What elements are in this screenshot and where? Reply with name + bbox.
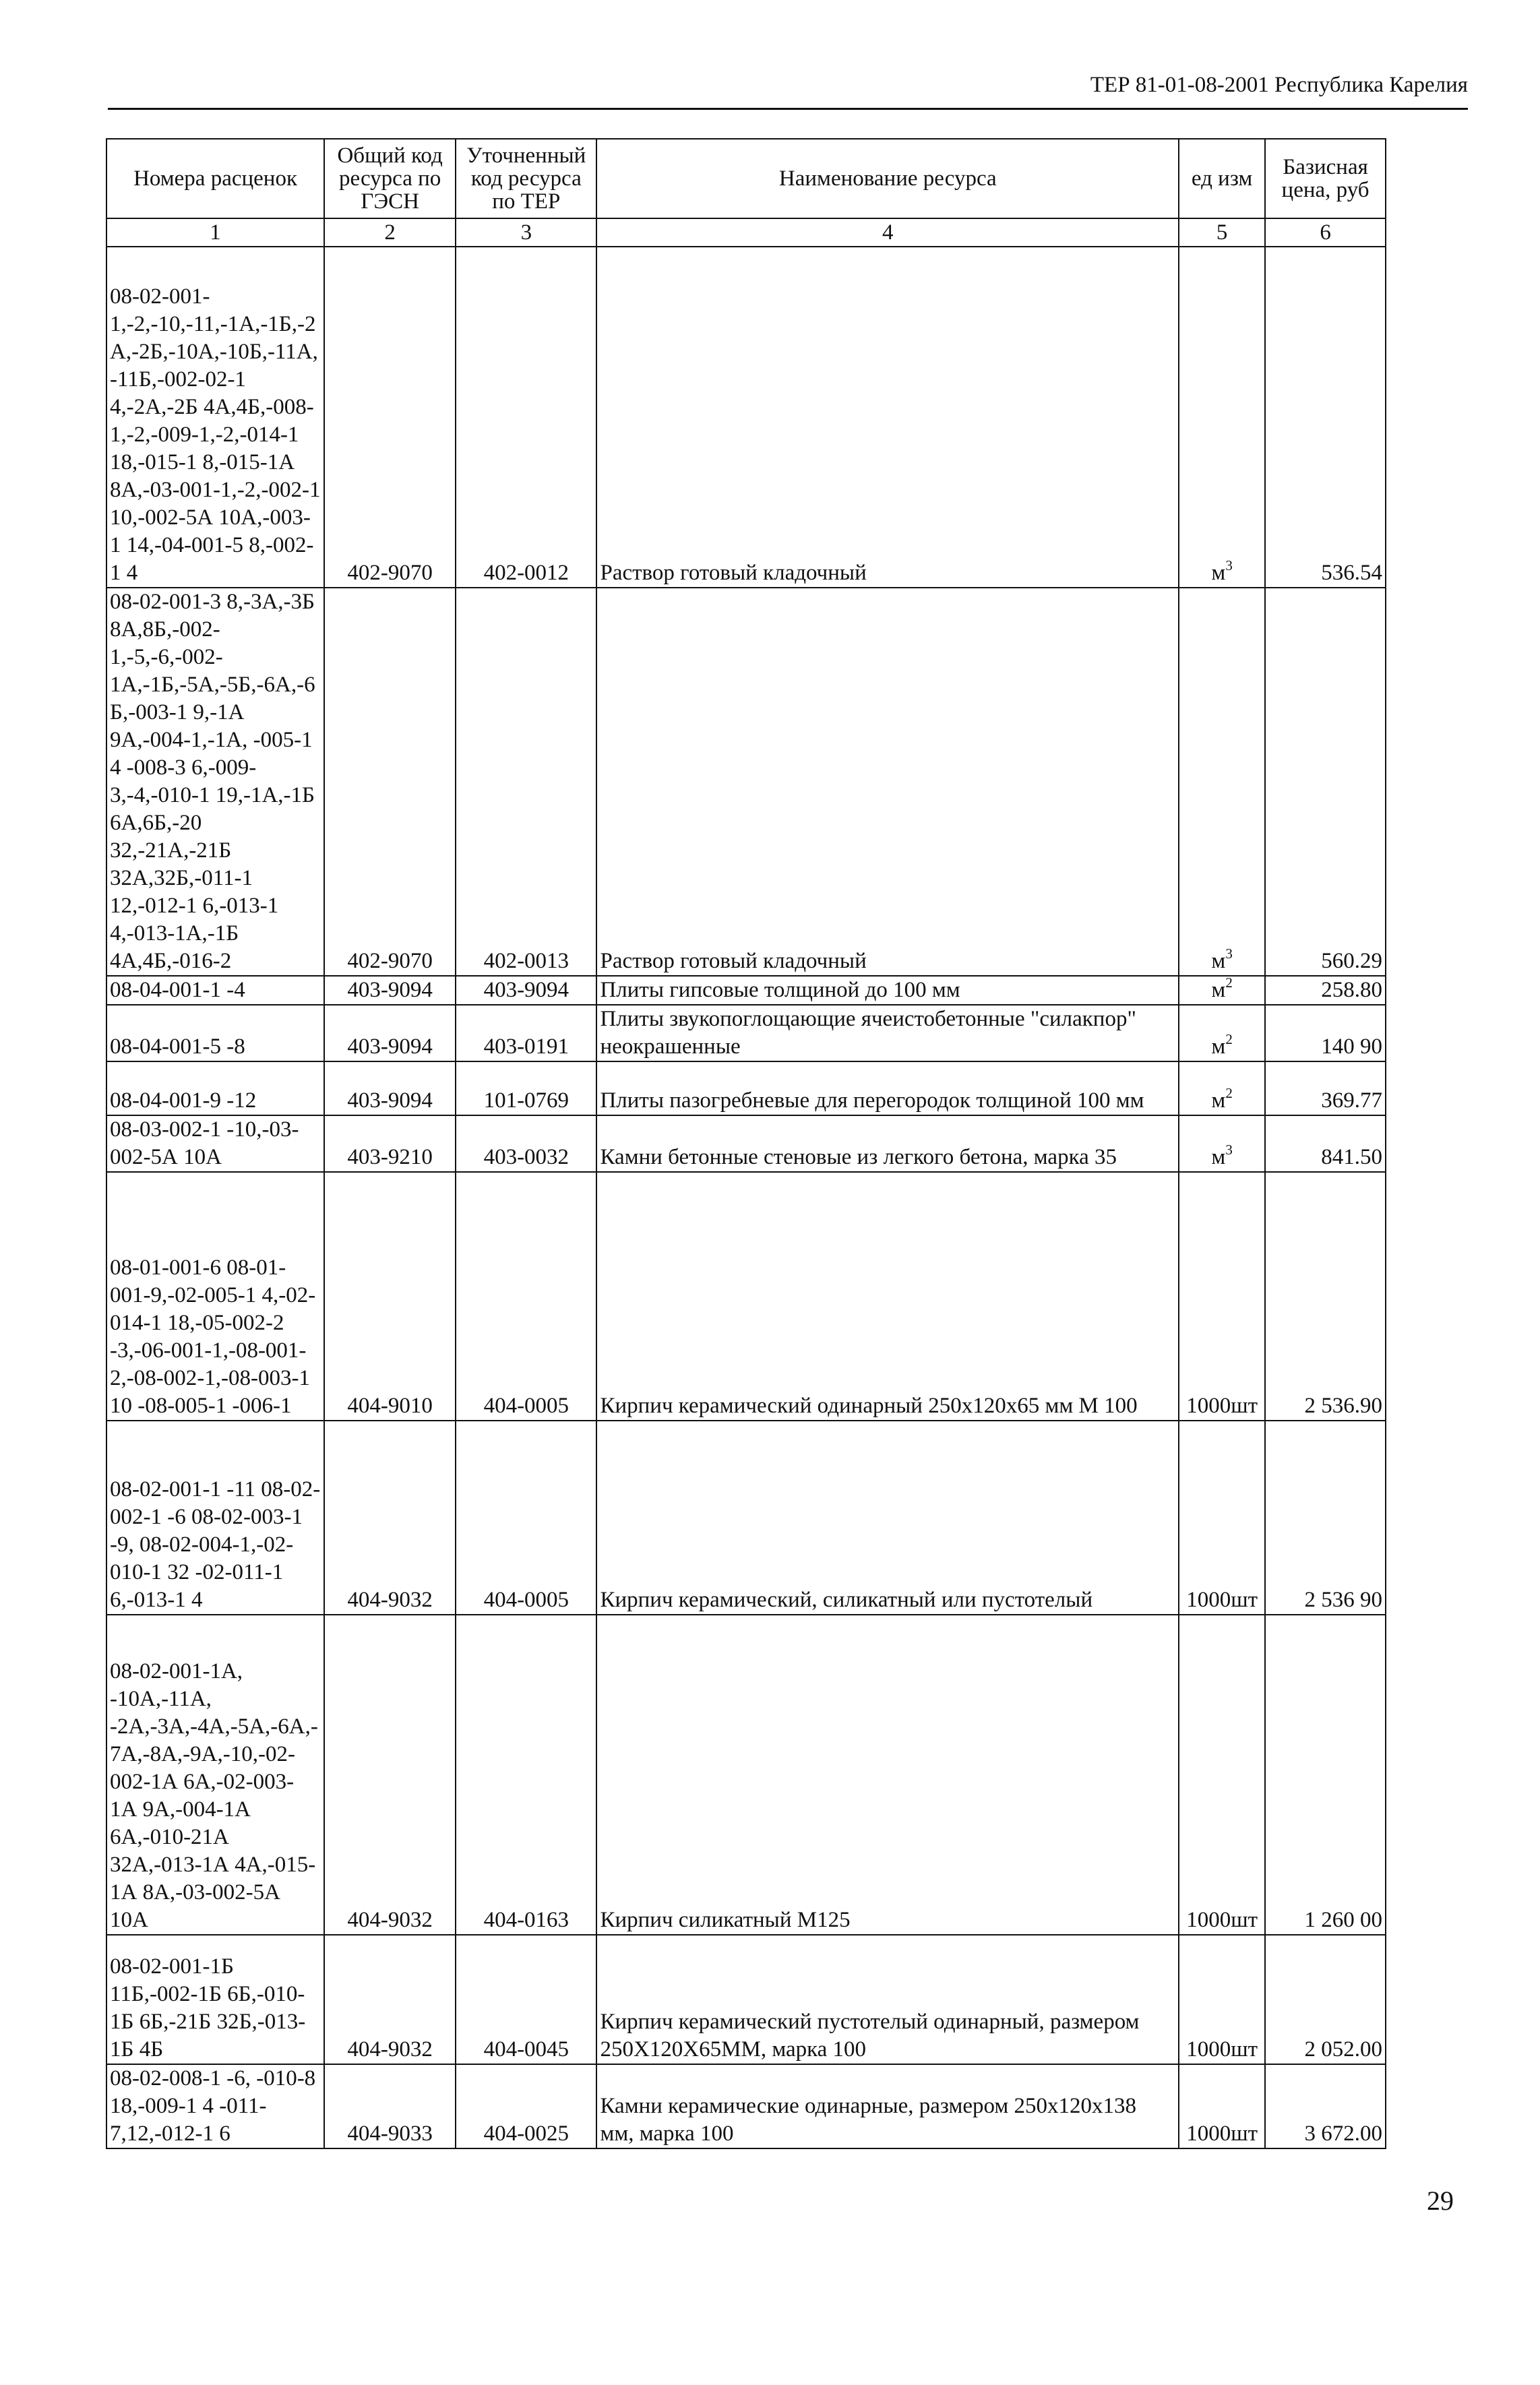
column-number-row	[106, 218, 1386, 247]
price-cell: 2 536 90	[1265, 1421, 1386, 1615]
resource-table	[106, 138, 1386, 2149]
table-row	[106, 1935, 1386, 2064]
price-cell: 140 90	[1265, 1005, 1386, 1061]
rate-codes-cell: 08-02-008-1 -6, -010-8 18,-009-1 4 -011-7,12,-012-1 6	[106, 2064, 324, 2148]
table-row	[106, 976, 1386, 1005]
rate-codes-cell: 08-02-001-1Б 11Б,-002-1Б 6Б,-010-1Б 6Б,-21Б 32Б,-013-1Б 4Б	[106, 1935, 324, 2064]
col-number: 2	[324, 218, 456, 247]
unit-exponent: 2	[1225, 1085, 1233, 1101]
price-cell: 258.80	[1265, 976, 1386, 1005]
unit-cell	[1179, 247, 1265, 588]
table-row	[106, 247, 1386, 588]
unit-text: м	[1211, 1145, 1226, 1169]
table-body	[106, 247, 1386, 2148]
unit-cell	[1179, 976, 1265, 1005]
resource-name-cell: Кирпич керамический одинарный 250х120х65 мм М 100	[596, 1172, 1179, 1421]
gesn-code-cell: 404-9032	[324, 1935, 456, 2064]
col-number: 4	[596, 218, 1179, 247]
rate-codes-cell: 08-01-001-6 08-01-001-9,-02-005-1 4,-02-014-1 18,-05-002-2 -3,-06-001-1,-08-001-2,-08-002-1,-08-003-1 10 -08-005-1 -006-1	[106, 1172, 324, 1421]
rate-codes-cell: 08-03-002-1 -10,-03-002-5А 10А	[106, 1115, 324, 1172]
ter-code-cell: 404-0025	[456, 2064, 596, 2148]
gesn-code-cell: 403-9094	[324, 1061, 456, 1115]
price-cell: 1 260 00	[1265, 1615, 1386, 1935]
gesn-code-cell: 404-9010	[324, 1172, 456, 1421]
gesn-code-cell: 402-9070	[324, 247, 456, 588]
ter-code-cell: 404-0005	[456, 1421, 596, 1615]
unit-text: 1000шт	[1186, 1908, 1258, 1932]
ter-code-cell: 402-0012	[456, 247, 596, 588]
unit-exponent: 3	[1225, 946, 1233, 962]
resource-name-cell: Плиты звукопоглощающие ячеистобетонные "силакпор" неокрашенные	[596, 1005, 1179, 1061]
table-row	[106, 1421, 1386, 1615]
resource-name-cell: Раствор готовый кладочный	[596, 247, 1179, 588]
price-cell: 841.50	[1265, 1115, 1386, 1172]
unit-cell	[1179, 1172, 1265, 1421]
col-header-unit: ед изм	[1179, 139, 1265, 218]
rate-codes-cell: 08-04-001-5 -8	[106, 1005, 324, 1061]
unit-text: 1000шт	[1186, 2037, 1258, 2062]
col-number: 1	[106, 218, 324, 247]
table-row	[106, 2064, 1386, 2148]
unit-cell	[1179, 1115, 1265, 1172]
rate-codes-cell: 08-02-001-1 -11 08-02-002-1 -6 08-02-003-1 -9, 08-02-004-1,-02-010-1 32 -02-011-1 6,-013-1 4	[106, 1421, 324, 1615]
ter-code-cell: 101-0769	[456, 1061, 596, 1115]
unit-cell	[1179, 1005, 1265, 1061]
ter-code-cell: 403-9094	[456, 976, 596, 1005]
col-header-codes: Номера расценок	[106, 139, 324, 218]
unit-text: м	[1211, 1034, 1226, 1059]
gesn-code-cell: 404-9032	[324, 1421, 456, 1615]
table-row	[106, 1615, 1386, 1935]
table-header-row	[106, 139, 1386, 218]
resource-name-cell: Камни бетонные стеновые из легкого бетона, марка 35	[596, 1115, 1179, 1172]
unit-exponent: 2	[1225, 976, 1233, 991]
table-row	[106, 1061, 1386, 1115]
unit-exponent: 3	[1225, 1142, 1233, 1158]
resource-name-cell: Камни керамические одинарные, размером 250х120х138 мм, марка 100	[596, 2064, 1179, 2148]
ter-code-cell: 404-0005	[456, 1172, 596, 1421]
unit-exponent: 2	[1225, 1031, 1233, 1047]
unit-text: 1000шт	[1186, 1394, 1258, 1418]
price-cell: 3 672.00	[1265, 2064, 1386, 2148]
price-cell: 536.54	[1265, 247, 1386, 588]
price-cell: 2 536.90	[1265, 1172, 1386, 1421]
ter-code-cell: 403-0191	[456, 1005, 596, 1061]
resource-name-cell: Кирпич силикатный М125	[596, 1615, 1179, 1935]
rate-codes-cell: 08-04-001-1 -4	[106, 976, 324, 1005]
rate-codes-cell: 08-02-001-3 8,-3А,-3Б 8А,8Б,-002-1,-5,-6,-002-1А,-1Б,-5А,-5Б,-6А,-6Б,-003-1 9,-1А 9А,-004-1,-1А, -005-1 4 -008-3 6,-009-3,-4,-010-1 19,-1А,-1Б 6А,6Б,-20 32,-21А,-21Б 32А,32Б,-011-1 12,-012-1 6,-013-1 4,-013-1А,-1Б 4А,4Б,-016-2	[106, 588, 324, 976]
unit-cell	[1179, 1615, 1265, 1935]
unit-cell	[1179, 2064, 1265, 2148]
document-header: ТЕР 81-01-08-2001 Республика Карелия	[1090, 73, 1468, 97]
col-header-ter: Уточненный код ресурса по ТЕР	[456, 139, 596, 218]
resource-name-cell: Кирпич керамический, силикатный или пустотелый	[596, 1421, 1179, 1615]
col-number: 5	[1179, 218, 1265, 247]
header-rule	[108, 108, 1468, 110]
gesn-code-cell: 404-9032	[324, 1615, 456, 1935]
unit-text: м	[1211, 561, 1226, 585]
gesn-code-cell: 402-9070	[324, 588, 456, 976]
ter-code-cell: 404-0045	[456, 1935, 596, 2064]
unit-text: м	[1211, 949, 1226, 973]
price-cell: 369.77	[1265, 1061, 1386, 1115]
unit-text: 1000шт	[1186, 1588, 1258, 1612]
ter-code-cell: 404-0163	[456, 1615, 596, 1935]
col-header-name: Наименование ресурса	[596, 139, 1179, 218]
unit-cell	[1179, 588, 1265, 976]
table-row	[106, 588, 1386, 976]
gesn-code-cell: 403-9094	[324, 1005, 456, 1061]
table-row	[106, 1172, 1386, 1421]
rate-codes-cell: 08-02-001-1А, -10А,-11А, -2А,-3А,-4А,-5А,-6А,-7А,-8А,-9А,-10,-02-002-1А 6А,-02-003-1А 9А,-004-1А 6А,-010-21А 32А,-013-1А 4А,-015-1А 8А,-03-002-5А 10А	[106, 1615, 324, 1935]
unit-cell	[1179, 1421, 1265, 1615]
unit-text: 1000шт	[1186, 2121, 1258, 2146]
unit-exponent: 3	[1225, 557, 1233, 574]
col-header-price: Базисная цена, руб	[1265, 139, 1386, 218]
col-number: 3	[456, 218, 596, 247]
page-number: 29	[1427, 2186, 1454, 2216]
price-cell: 2 052.00	[1265, 1935, 1386, 2064]
unit-text: м	[1211, 978, 1226, 1002]
resource-name-cell: Кирпич керамический пустотелый одинарный, размером 250Х120Х65ММ, марка 100	[596, 1935, 1179, 2064]
col-header-gesn: Общий код ресурса по ГЭСН	[324, 139, 456, 218]
unit-cell	[1179, 1061, 1265, 1115]
gesn-code-cell: 403-9210	[324, 1115, 456, 1172]
rate-codes-cell: 08-04-001-9 -12	[106, 1061, 324, 1115]
gesn-code-cell: 403-9094	[324, 976, 456, 1005]
resource-name-cell: Плиты гипсовые толщиной до 100 мм	[596, 976, 1179, 1005]
unit-text: м	[1211, 1088, 1226, 1113]
table-row	[106, 1115, 1386, 1172]
gesn-code-cell: 404-9033	[324, 2064, 456, 2148]
unit-cell	[1179, 1935, 1265, 2064]
resource-name-cell: Плиты пазогребневые для перегородок толщиной 100 мм	[596, 1061, 1179, 1115]
ter-code-cell: 403-0032	[456, 1115, 596, 1172]
resource-name-cell: Раствор готовый кладочный	[596, 588, 1179, 976]
ter-code-cell: 402-0013	[456, 588, 596, 976]
price-cell: 560.29	[1265, 588, 1386, 976]
rate-codes-cell: 08-02-001-1,-2,-10,-11,-1А,-1Б,-2А,-2Б,-10А,-10Б,-11А,-11Б,-002-02-1 4,-2А,-2Б 4А,4Б,-008-1,-2,-009-1,-2,-014-1 18,-015-1 8,-015-1А 8А,-03-001-1,-2,-002-1 10,-002-5А 10А,-003-1 14,-04-001-5 8,-002-1 4	[106, 247, 324, 588]
col-number: 6	[1265, 218, 1386, 247]
table-row	[106, 1005, 1386, 1061]
